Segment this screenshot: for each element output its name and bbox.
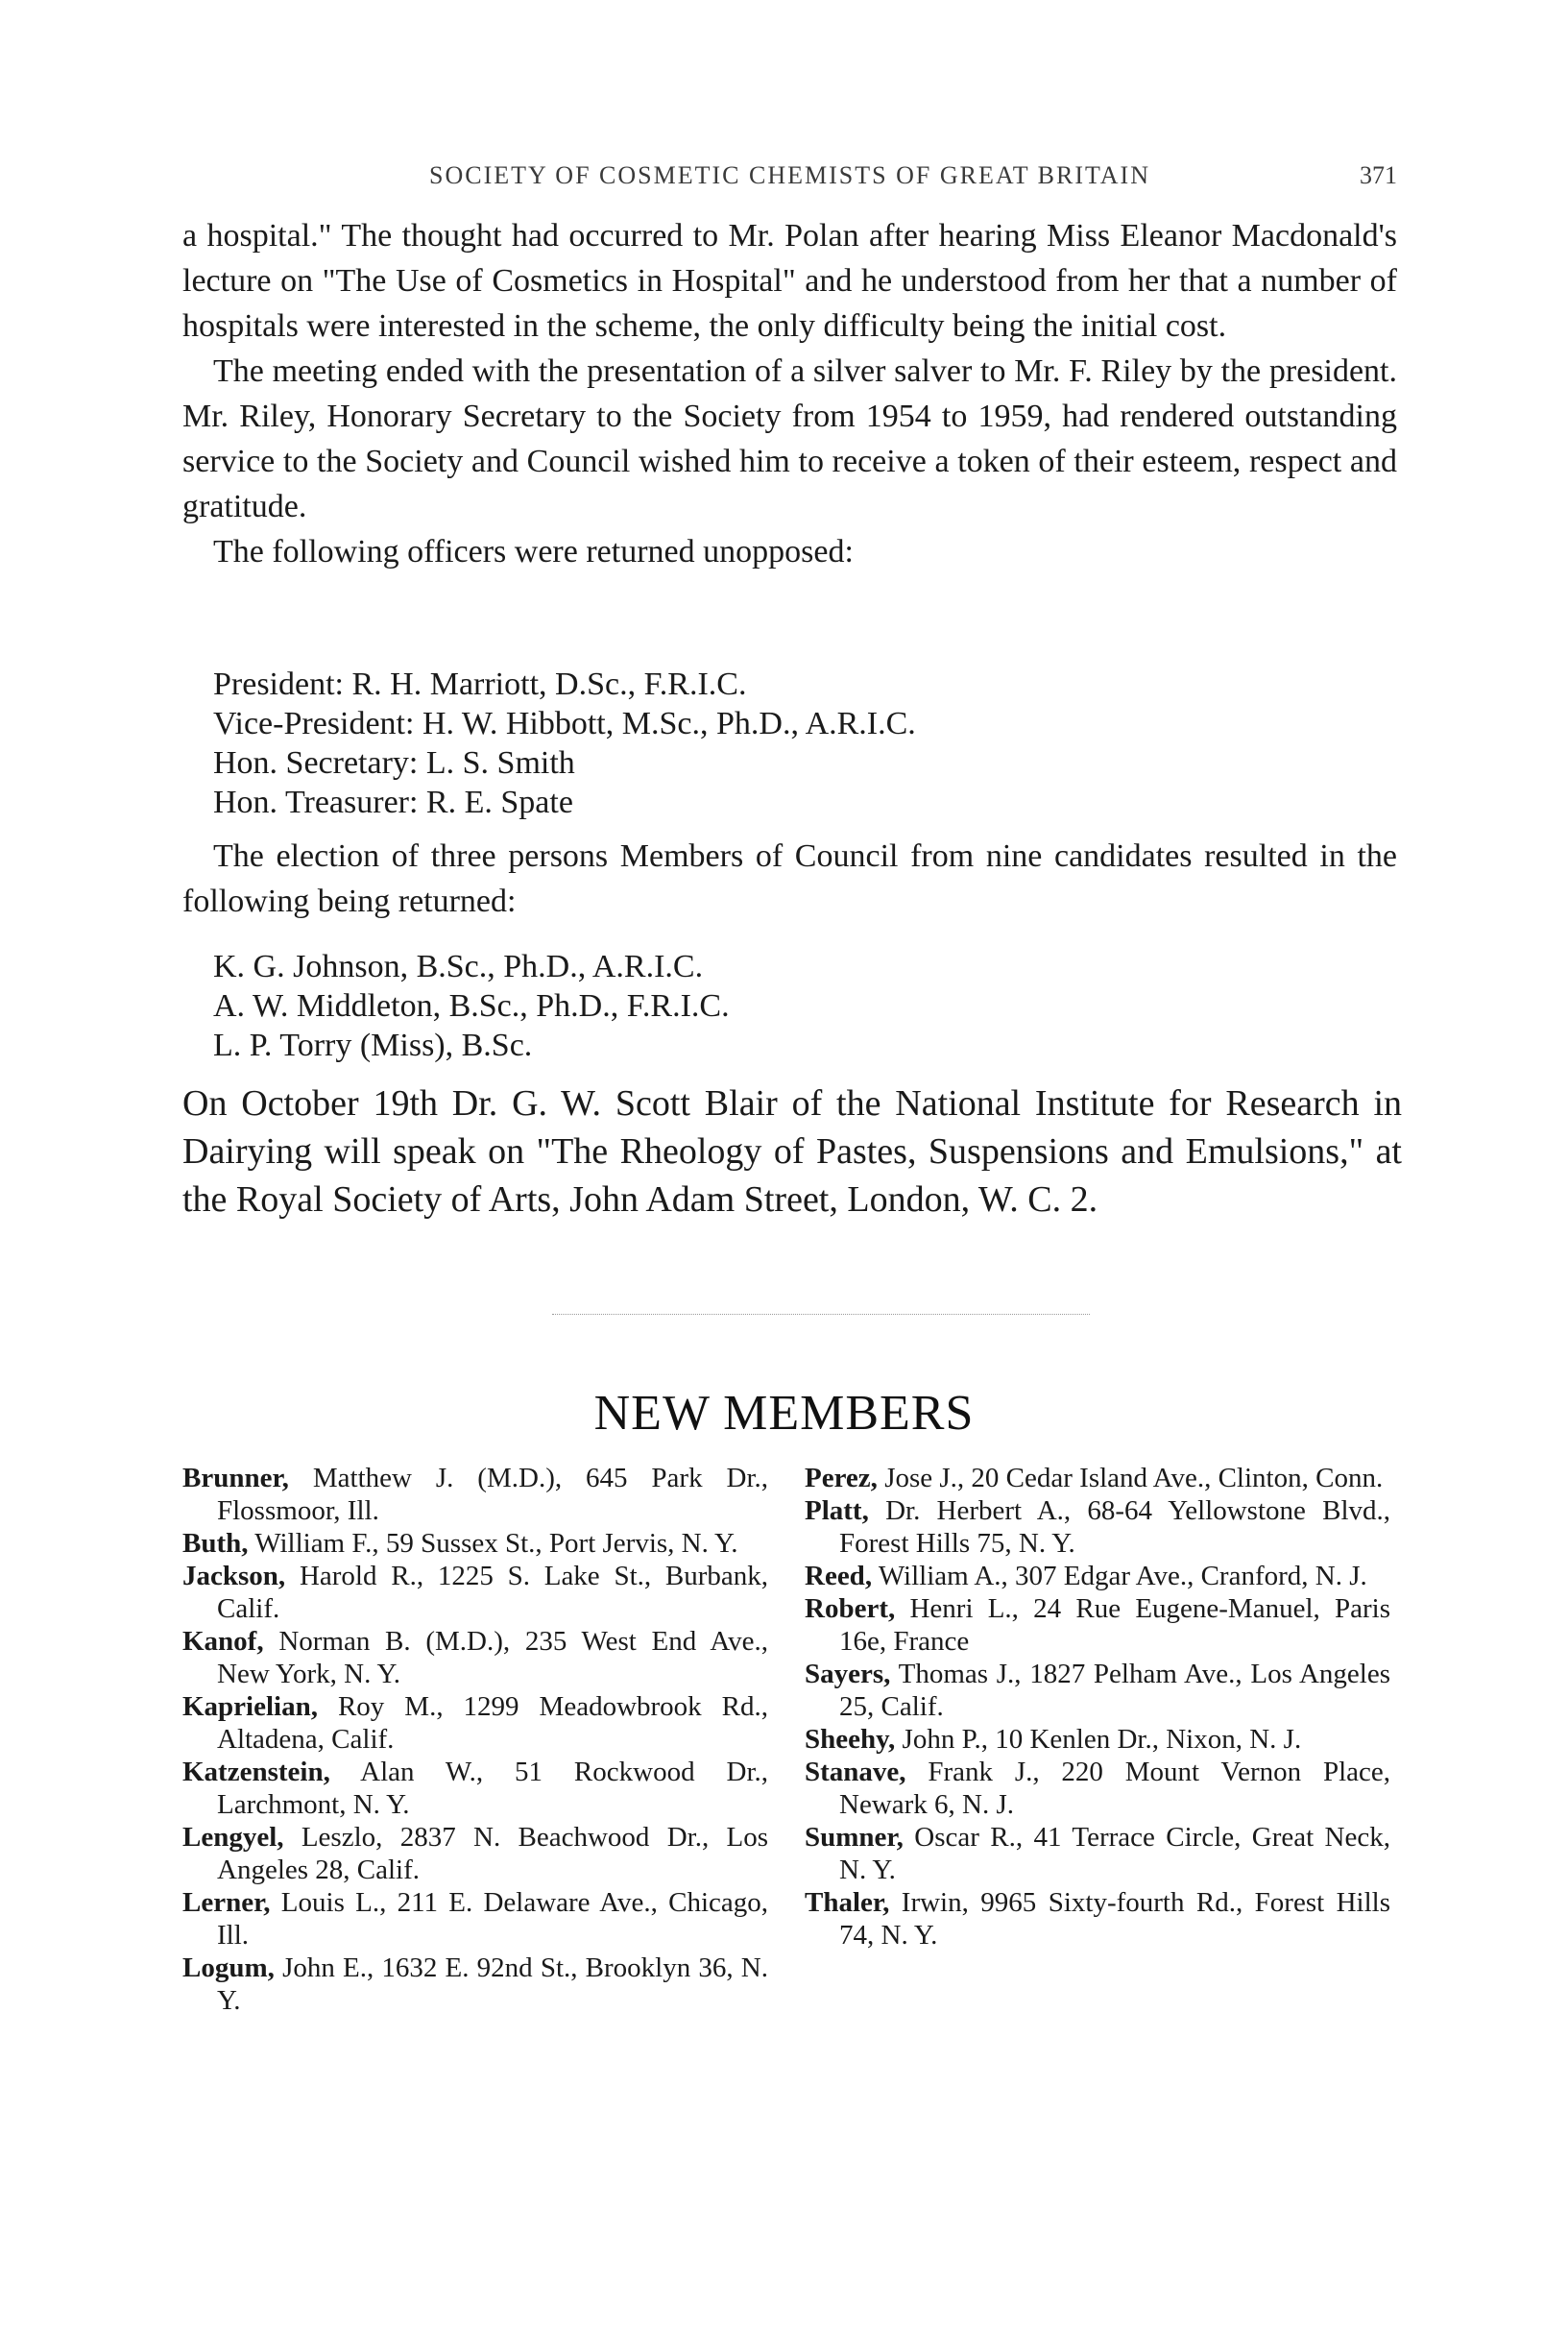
member-surname: Sheehy, — [805, 1724, 896, 1755]
member-entry — [805, 1723, 1390, 1756]
member-surname: Stanave, — [805, 1757, 906, 1787]
member-details: Louis L., 211 E. Delaware Ave., Chicago, Ill. — [217, 1887, 768, 1951]
member-entry — [182, 1527, 768, 1560]
new-members-title: NEW MEMBERS — [593, 1386, 975, 1441]
member-details: Matthew J. (M.D.), 645 Park Dr., Flossmoor, Ill. — [217, 1463, 769, 1526]
member-entry — [805, 1560, 1390, 1592]
member-surname: Perez, — [805, 1463, 878, 1493]
member-details: Jose J., 20 Cedar Island Ave., Clinton, Conn. — [884, 1463, 1384, 1493]
member-entry — [182, 1625, 768, 1690]
page-header — [182, 161, 1397, 200]
member-entry — [805, 1494, 1390, 1560]
member-surname: Lengyel, — [182, 1822, 284, 1853]
member-surname: Katzenstein, — [182, 1757, 330, 1787]
member-entry — [182, 1756, 768, 1821]
member-entry — [182, 1952, 768, 2017]
member-surname: Kanof, — [182, 1626, 264, 1657]
member-details: John E., 1632 E. 92nd St., Brooklyn 36, N. Y. — [217, 1952, 769, 2016]
paragraph-election: The election of three persons Members of Council from nine candidates resulted in the following being returned: — [182, 838, 1397, 919]
paragraph-riley: The meeting ended with the presentation of a silver salver to Mr. F. Riley by the president. Mr. Riley, Honorary Secretary to the Society from 1954 to 1959, had rendered outstanding service to the Society and Council wished him to receive a token of their esteem, respect and gratitude. — [182, 353, 1397, 524]
member-surname: Brunner, — [182, 1463, 289, 1493]
member-entry — [182, 1690, 768, 1756]
member-surname: Sayers, — [805, 1659, 891, 1689]
member-details: William F., 59 Sussex St., Port Jervis, N. Y. — [254, 1528, 738, 1559]
body-text-top — [182, 213, 1397, 574]
member-details: Roy M., 1299 Meadowbrook Rd., Altadena, Calif. — [217, 1691, 768, 1755]
member-entry — [182, 1821, 768, 1886]
running-head: SOCIETY OF COSMETIC CHEMISTS OF GREAT BRITAIN — [429, 161, 1150, 189]
member-details: Frank J., 220 Mount Vernon Place, Newark 6, N. J. — [839, 1757, 1390, 1820]
member-entry — [805, 1756, 1390, 1821]
paragraph-lecture-announcement — [182, 1079, 1402, 1224]
officers-list — [213, 665, 916, 822]
page-number: 371 — [1360, 161, 1397, 189]
member-details: Norman B. (M.D.), 235 West End Ave., New York, N. Y. — [217, 1626, 769, 1689]
member-details: Alan W., 51 Rockwood Dr., Larchmont, N. Y. — [217, 1757, 768, 1820]
member-surname: Kaprielian, — [182, 1691, 318, 1722]
member-entry — [805, 1886, 1390, 1952]
member-entry — [805, 1462, 1390, 1494]
officer-treasurer: Hon. Treasurer: R. E. Spate — [213, 785, 573, 820]
member-surname: Sumner, — [805, 1822, 904, 1853]
member-surname: Robert, — [805, 1593, 896, 1624]
council-member: L. P. Torry (Miss), B.Sc. — [213, 1028, 533, 1063]
member-details: John P., 10 Kenlen Dr., Nixon, N. J. — [902, 1724, 1302, 1755]
member-details: Leszlo, 2837 N. Beachwood Dr., Los Angeles 28, Calif. — [217, 1822, 768, 1885]
member-surname: Reed, — [805, 1561, 873, 1591]
member-surname: Platt, — [805, 1495, 869, 1526]
council-member: K. G. Johnson, B.Sc., Ph.D., A.R.I.C. — [213, 949, 704, 984]
body-text-election — [182, 834, 1397, 924]
member-surname: Buth, — [182, 1528, 249, 1559]
member-details: William A., 307 Edgar Ave., Cranford, N. J. — [878, 1561, 1367, 1591]
member-surname: Thaler, — [805, 1887, 890, 1918]
member-details: Oscar R., 41 Terrace Circle, Great Neck, N. Y. — [839, 1822, 1390, 1885]
member-details: Thomas J., 1827 Pelham Ave., Los Angeles 25, Calif. — [839, 1659, 1390, 1722]
officer-secretary: Hon. Secretary: L. S. Smith — [213, 745, 575, 781]
member-surname: Logum, — [182, 1952, 275, 1983]
member-entry — [182, 1462, 768, 1527]
member-entry — [805, 1658, 1390, 1723]
council-member: A. W. Middleton, B.Sc., Ph.D., F.R.I.C. — [213, 988, 730, 1024]
members-column-right — [805, 1462, 1390, 1952]
member-details: Dr. Herbert A., 68-64 Yellowstone Blvd., Forest Hills 75, N. Y. — [839, 1495, 1390, 1559]
member-details: Irwin, 9965 Sixty-fourth Rd., Forest Hills 74, N. Y. — [839, 1887, 1390, 1951]
section-divider — [552, 1314, 1090, 1315]
member-entry — [182, 1886, 768, 1952]
officer-president: President: R. H. Marriott, D.Sc., F.R.I.C. — [213, 667, 747, 702]
member-details: Harold R., 1225 S. Lake St., Burbank, Calif. — [217, 1561, 769, 1624]
member-entry — [805, 1821, 1390, 1886]
member-details: Henri L., 24 Rue Eugene-Manuel, Paris 16e, France — [839, 1593, 1390, 1657]
lecture-text: On October 19th Dr. G. W. Scott Blair of the National Institute for Research in Dairying will speak on "The Rheology of Pastes, Suspensions and Emulsions," at the Royal Society of Arts, John Adam Street, London, W. C. 2. — [182, 1083, 1402, 1220]
member-surname: Jackson, — [182, 1561, 286, 1591]
member-entry — [182, 1560, 768, 1625]
officer-vice-president: Vice-President: H. W. Hibbott, M.Sc., Ph.D., A.R.I.C. — [213, 706, 916, 741]
member-surname: Lerner, — [182, 1887, 271, 1918]
paragraph-officers-intro: The following officers were returned unopposed: — [213, 534, 854, 570]
paragraph-hospital: a hospital." The thought had occurred to Mr. Polan after hearing Miss Eleanor Macdonald's lecture on "The Use of Cosmetics in Hospital" and he understood from her that a number of hospitals were interested in the scheme, the only difficulty being the initial cost. — [182, 218, 1397, 344]
members-column-left — [182, 1462, 768, 2017]
member-entry — [805, 1592, 1390, 1658]
council-list — [213, 947, 730, 1065]
